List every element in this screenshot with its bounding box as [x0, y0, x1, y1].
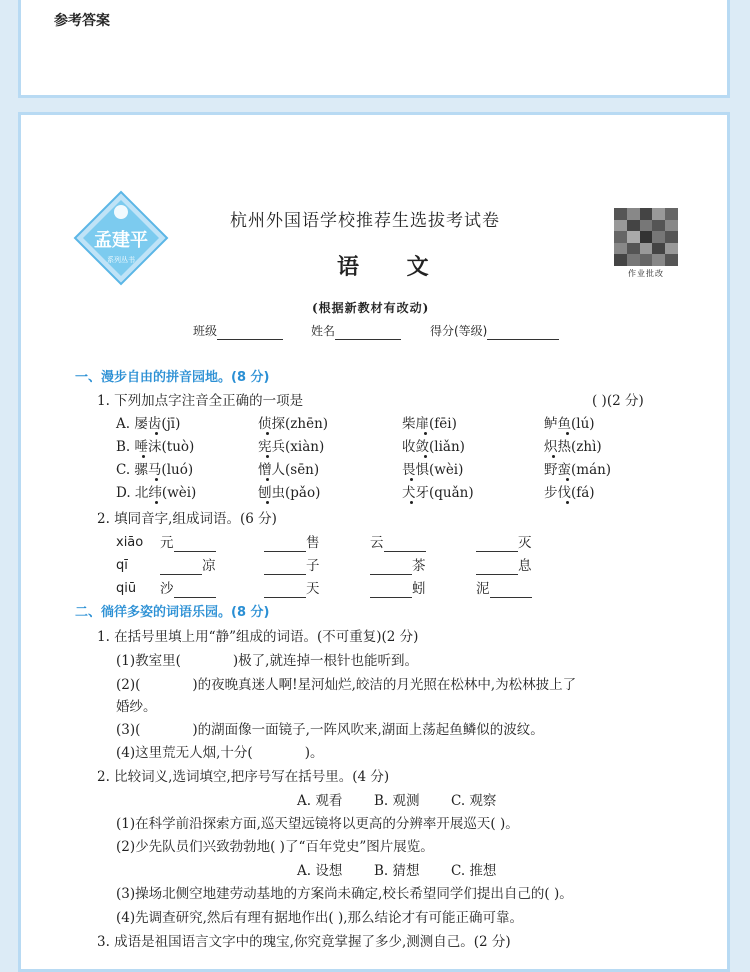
- score-field[interactable]: 得分(等级): [430, 322, 559, 340]
- blank[interactable]: [264, 583, 306, 598]
- blank[interactable]: [476, 560, 518, 575]
- answer-label: 参考答案: [54, 13, 110, 29]
- choice-item: 炽热(zhì): [544, 439, 602, 455]
- subject-title: 语 文: [337, 254, 449, 280]
- option-item: C. 观察: [451, 793, 497, 809]
- blank[interactable]: [264, 537, 306, 552]
- choice-item: 野蛮(mán): [544, 462, 612, 478]
- choice-item: 刨虫(pǎo): [258, 485, 321, 501]
- fill-item: 息: [476, 557, 532, 575]
- logo-subtext: 系列丛书: [107, 256, 135, 264]
- sentence-line[interactable]: (2)少先队员们兴致勃勃地( )了“百年党史”图片展览。: [116, 839, 434, 855]
- class-field[interactable]: 班级: [193, 322, 283, 340]
- blank[interactable]: [370, 560, 412, 575]
- choice-item: 收敛(liǎn): [402, 439, 465, 455]
- emphasis-dot: [155, 478, 158, 481]
- pinyin-label: qī: [116, 558, 128, 573]
- option-item: A. 设想: [297, 863, 343, 879]
- section-heading: 一、漫步自由的拼音园地。(8 分): [75, 370, 270, 385]
- blank[interactable]: [160, 560, 202, 575]
- fill-item: 元: [160, 534, 216, 552]
- option-item: A. 观看: [297, 793, 343, 809]
- choice-item: 宪兵(xiàn): [258, 439, 325, 455]
- qr-caption: 作业批改: [628, 269, 664, 278]
- emphasis-dot: [266, 478, 269, 481]
- emphasis-dot: [155, 501, 158, 504]
- emphasis-dot: [424, 455, 427, 458]
- blank[interactable]: [174, 583, 216, 598]
- question-text: 2. 填同音字,组成词语。(6 分): [97, 511, 277, 527]
- choice-d: D. 北纬(wèi): [116, 485, 197, 501]
- emphasis-dot: [410, 478, 413, 481]
- question-text: 1. 下列加点字注音全正确的一项是: [97, 393, 304, 409]
- answer-card: [18, 0, 730, 98]
- blank[interactable]: [174, 537, 216, 552]
- choice-c: C. 骡马(luó): [116, 462, 194, 478]
- answer-bracket[interactable]: ( )(2 分): [592, 393, 644, 409]
- emphasis-dot: [566, 478, 569, 481]
- name-field[interactable]: 姓名: [311, 322, 401, 340]
- blank[interactable]: [370, 583, 412, 598]
- emphasis-dot: [266, 455, 269, 458]
- qr-pattern: [614, 208, 678, 266]
- emphasis-dot: [552, 455, 555, 458]
- sentence-line: (3)( )的湖面像一面镜子,一阵风吹来,湖面上荡起鱼鳞似的波纹。: [116, 722, 544, 738]
- choice-item: 犬牙(quǎn): [402, 485, 474, 501]
- fill-item: 天: [264, 580, 320, 598]
- fill-item: 沙: [160, 580, 216, 598]
- question-text: 1. 在括号里填上用“静”组成的词语。(不可重复)(2 分): [97, 629, 419, 645]
- choice-b: B. 唾沫(tuò): [116, 439, 195, 455]
- fill-item: 蚓: [370, 580, 426, 598]
- sentence-line: (4)这里荒无人烟,十分( )。: [116, 745, 324, 761]
- sentence-line[interactable]: (3)操场北侧空地建劳动基地的方案尚未确定,校长希望同学们提出自己的( )。: [116, 886, 573, 902]
- sentence-line[interactable]: (1)在科学前沿探索方面,巡天望远镜将以更高的分辨率开展巡天( )。: [116, 816, 519, 832]
- pinyin-label: xiāo: [116, 535, 144, 550]
- blank[interactable]: [490, 583, 532, 598]
- emphasis-dot: [410, 501, 413, 504]
- emphasis-dot: [155, 432, 158, 435]
- choice-a: A. 屡齿(jī): [116, 416, 181, 432]
- choice-item: 憎人(sēn): [258, 462, 320, 478]
- blank[interactable]: [476, 537, 518, 552]
- question-text: 2. 比较词义,选词填空,把序号写在括号里。(4 分): [97, 769, 390, 785]
- blank[interactable]: [384, 537, 426, 552]
- choice-item: 畏惧(wèi): [402, 462, 464, 478]
- emphasis-dot: [566, 432, 569, 435]
- emphasis-dot: [266, 501, 269, 504]
- choice-item: 柴扉(fēi): [402, 416, 457, 432]
- sentence-line: 婚纱。: [116, 699, 157, 715]
- pinyin-label: qiū: [116, 581, 137, 596]
- sentence-line: (2)( )的夜晚真迷人啊!星河灿烂,皎洁的月光照在松林中,为松林披上了: [116, 677, 577, 693]
- fill-item: 售: [264, 534, 320, 552]
- qr-code: [614, 208, 678, 280]
- exam-title: 杭州外国语学校推荐生选拔考试卷: [230, 211, 500, 231]
- emphasis-dot: [566, 501, 569, 504]
- publisher-logo: [73, 190, 169, 286]
- sentence-line[interactable]: (4)先调查研究,然后有理有据地作出( ),那么结论才有可能正确可靠。: [116, 910, 524, 926]
- emphasis-dot: [266, 432, 269, 435]
- question-text: 3. 成语是祖国语言文字中的瑰宝,你究竟掌握了多少,测测自己。(2 分): [97, 934, 511, 950]
- fill-item: 灭: [476, 534, 532, 552]
- blank[interactable]: [264, 560, 306, 575]
- sentence-line: (1)教室里( )极了,就连掉一根针也能听到。: [116, 653, 418, 669]
- logo-text: 孟建平: [94, 230, 148, 251]
- fill-item: 泥: [476, 580, 532, 598]
- emphasis-dot: [142, 455, 145, 458]
- option-item: B. 猜想: [374, 863, 420, 879]
- choice-item: 侦探(zhēn): [258, 416, 329, 432]
- section-heading: 二、徜徉多姿的词语乐园。(8 分): [75, 605, 270, 620]
- emphasis-dot: [424, 432, 427, 435]
- choice-item: 步伐(fá): [544, 485, 595, 501]
- option-item: C. 推想: [451, 863, 497, 879]
- fill-item: 凉: [160, 557, 216, 575]
- fill-item: 子: [264, 557, 320, 575]
- choice-item: 鲈鱼(lú): [544, 416, 595, 432]
- fill-item: 云: [370, 534, 426, 552]
- exam-note: (根据新教材有改动): [312, 301, 430, 315]
- fill-item: 茶: [370, 557, 426, 575]
- option-item: B. 观测: [374, 793, 420, 809]
